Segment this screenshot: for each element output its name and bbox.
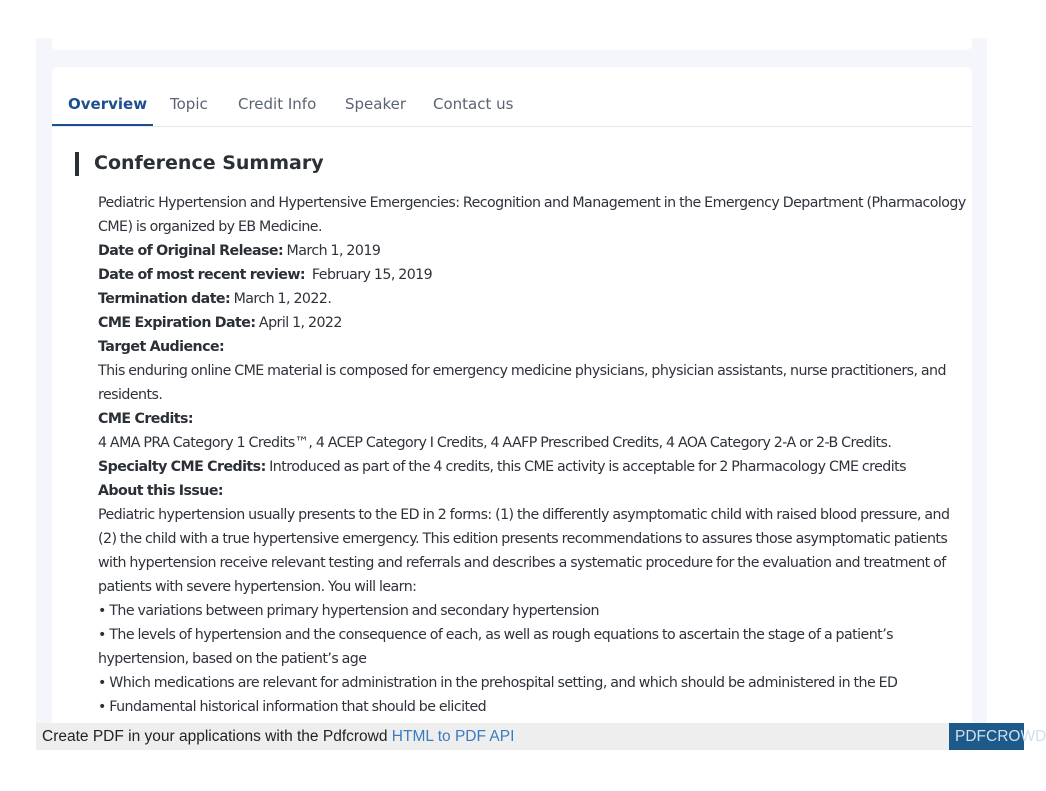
- list-item: • The levels of hypertension and the consequence of each, as well as rough equations to ascertain the stage of a patient’s hypertension, based on the patient’s age: [98, 627, 893, 667]
- tab-speaker[interactable]: Speaker: [345, 95, 407, 113]
- original-release-value: March 1, 2019: [283, 243, 381, 259]
- cme-expiration-value: April 1, 2022: [255, 315, 342, 331]
- target-audience-label: Target Audience:: [98, 339, 225, 355]
- tab-contact-us[interactable]: Contact us: [433, 95, 514, 113]
- target-audience-text: This enduring online CME material is composed for emergency medicine physicians, physician assistants, nurse practitioners, and residents.: [98, 363, 946, 403]
- termination-row: [98, 287, 970, 311]
- summary-content: [98, 191, 970, 719]
- section-title: Conference Summary: [94, 152, 324, 174]
- content-card: [52, 67, 972, 723]
- recent-review-value: February 15, 2019: [305, 267, 433, 283]
- cme-credits-heading: [98, 407, 970, 431]
- list-item: • Which medications are relevant for administration in the prehospital setting, and which should be administered in the ED: [98, 675, 898, 691]
- top-card: [52, 38, 972, 50]
- recent-review-row: [98, 263, 970, 287]
- original-release-row: [98, 239, 970, 263]
- section-accent-bar: [75, 152, 79, 176]
- about-heading: [98, 479, 970, 503]
- specialty-credits-text: Introduced as part of the 4 credits, this CME activity is acceptable for 2 Pharmacology CME credits: [265, 459, 906, 475]
- tab-overview[interactable]: Overview: [68, 95, 148, 113]
- termination-label: Termination date:: [98, 291, 231, 307]
- html-to-pdf-api-link[interactable]: HTML to PDF API: [391, 728, 515, 745]
- about-label: About this Issue:: [98, 483, 224, 499]
- list-item: • Fundamental historical information that should be elicited: [98, 699, 487, 715]
- cme-expiration-row: [98, 311, 970, 335]
- original-release-label: Date of Original Release:: [98, 243, 284, 259]
- specialty-credits-row: [98, 455, 970, 479]
- target-audience-heading: [98, 335, 970, 359]
- recent-review-label: Date of most recent review:: [98, 267, 306, 283]
- pdfcrowd-footer: [36, 723, 1046, 750]
- tab-credit-info[interactable]: Credit Info: [238, 95, 317, 113]
- specialty-credits-label: Specialty CME Credits:: [98, 459, 266, 475]
- tab-topic[interactable]: Topic: [170, 95, 208, 113]
- about-text: Pediatric hypertension usually presents to the ED in 2 forms: (1) the differently asymptomatic child with raised blood pressure, and (2) the child with a true hypertensive emergency. This edition presents recommendations to assures those asymptomatic patients with hypertension receive relevant testing and referrals and describes a systematic procedure for the evaluation and treatment of patients with severe hypertension. You will learn:: [98, 507, 950, 595]
- cme-expiration-label: CME Expiration Date:: [98, 315, 256, 331]
- footer-text: [42, 728, 514, 746]
- termination-value: March 1, 2022.: [230, 291, 332, 307]
- list-item: • The variations between primary hypertension and secondary hypertension: [98, 603, 599, 619]
- cme-credits-label: CME Credits:: [98, 411, 194, 427]
- footer-message: Create PDF in your applications with the Pdfcrowd: [42, 728, 392, 745]
- cme-credits-text: 4 AMA PRA Category 1 Credits™, 4 ACEP Category I Credits, 4 AAFP Prescribed Credits, 4 AOA Category 2-A or 2-B Credits.: [98, 435, 892, 451]
- intro-text: Pediatric Hypertension and Hypertensive Emergencies: Recognition and Management in the Emergency Department (Pharmacology CME) is organized by EB Medicine.: [98, 195, 966, 235]
- active-tab-indicator: [52, 124, 153, 126]
- pdfcrowd-badge[interactable]: [949, 723, 1046, 750]
- pdfcrowd-badge-label: PDFCROWD: [955, 728, 1046, 745]
- tab-bar: [52, 67, 972, 127]
